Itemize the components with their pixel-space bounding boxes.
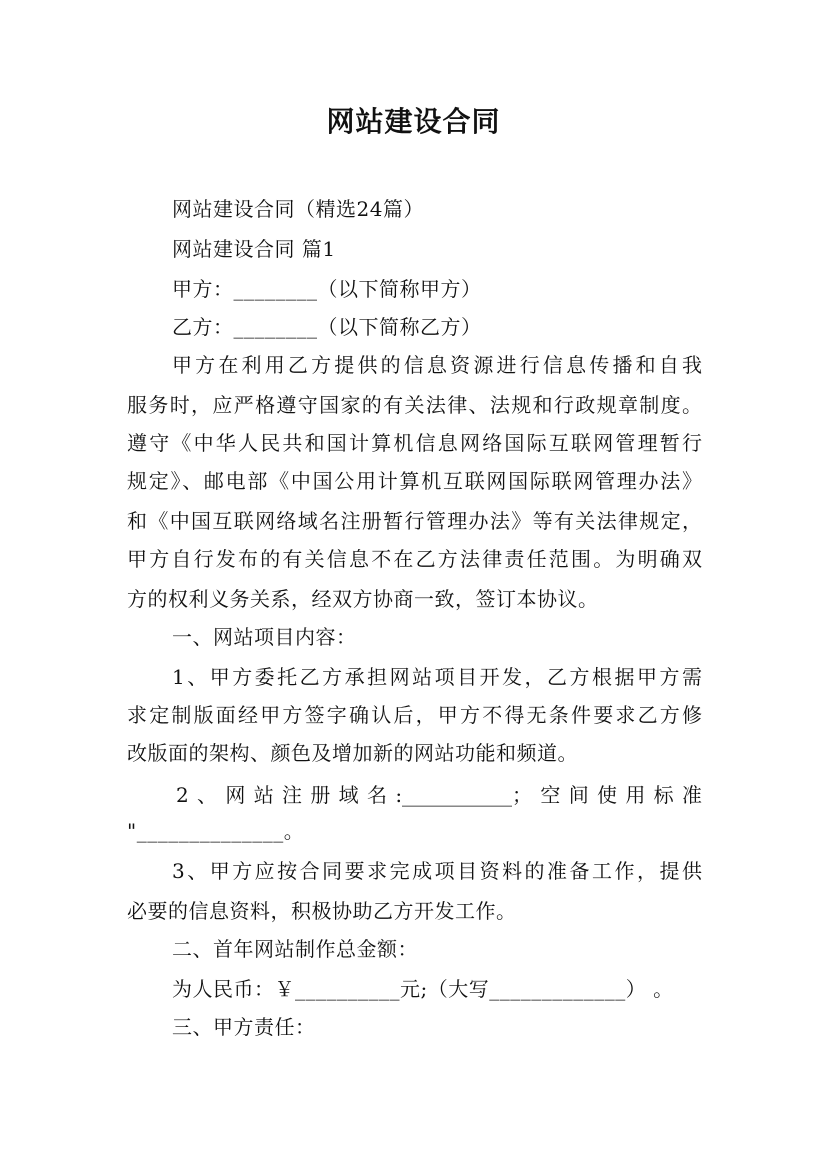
paragraph-line: 规定》、邮电部《中国公用计算机互联网国际联网管理办法》 <box>127 469 702 493</box>
paragraph-line: 1、甲方委托乙方承担网站项目开发，乙方根据甲方需 <box>172 665 702 689</box>
section-heading: 一、网站项目内容： <box>172 625 357 649</box>
amount-line: 为人民币：￥__________元;（大写_____________） 。 <box>172 977 674 1001</box>
paragraph-line: 遵守《中华人民共和国计算机信息网络国际互联网管理暂行 <box>127 431 702 455</box>
paragraph-line: 2、网站注册域名:___________；空间使用标准 <box>176 783 702 807</box>
paragraph-line: 甲方在利用乙方提供的信息资源进行信息传播和自我 <box>172 353 702 377</box>
paragraph-line: 和《中国互联网络域名注册暂行管理办法》等有关法律规定， <box>127 509 702 533</box>
party-b-line: 乙方：________（以下简称乙方） <box>172 315 482 339</box>
doc-subtitle: 网站建设合同（精选24篇） <box>172 197 424 221</box>
paragraph-line: 甲方自行发布的有关信息不在乙方法律责任范围。为明确双 <box>127 547 702 571</box>
section-heading: 网站建设合同 篇1 <box>172 237 336 261</box>
paragraph-line: 方的权利义务关系，经双方协商一致，签订本协议。 <box>127 587 599 611</box>
party-a-line: 甲方：________（以下简称甲方） <box>172 277 482 301</box>
paragraph-line: 必要的信息资料，积极协助乙方开发工作。 <box>127 899 517 923</box>
paragraph-line: 服务时，应严格遵守国家的有关法律、法规和行政规章制度。 <box>127 393 702 417</box>
section-heading: 三、甲方责任： <box>172 1015 316 1039</box>
paragraph-line: "______________。 <box>127 819 305 843</box>
paragraph-line: 求定制版面经甲方签字确认后，甲方不得无条件要求乙方修 <box>127 703 702 727</box>
document-title: 网站建设合同 <box>326 105 501 138</box>
paragraph-line: 3、甲方应按合同要求完成项目资料的准备工作，提供 <box>172 859 702 883</box>
paragraph-line: 改版面的架构、颜色及增加新的网站功能和频道。 <box>127 741 578 765</box>
section-heading: 二、首年网站制作总金额： <box>172 937 418 961</box>
